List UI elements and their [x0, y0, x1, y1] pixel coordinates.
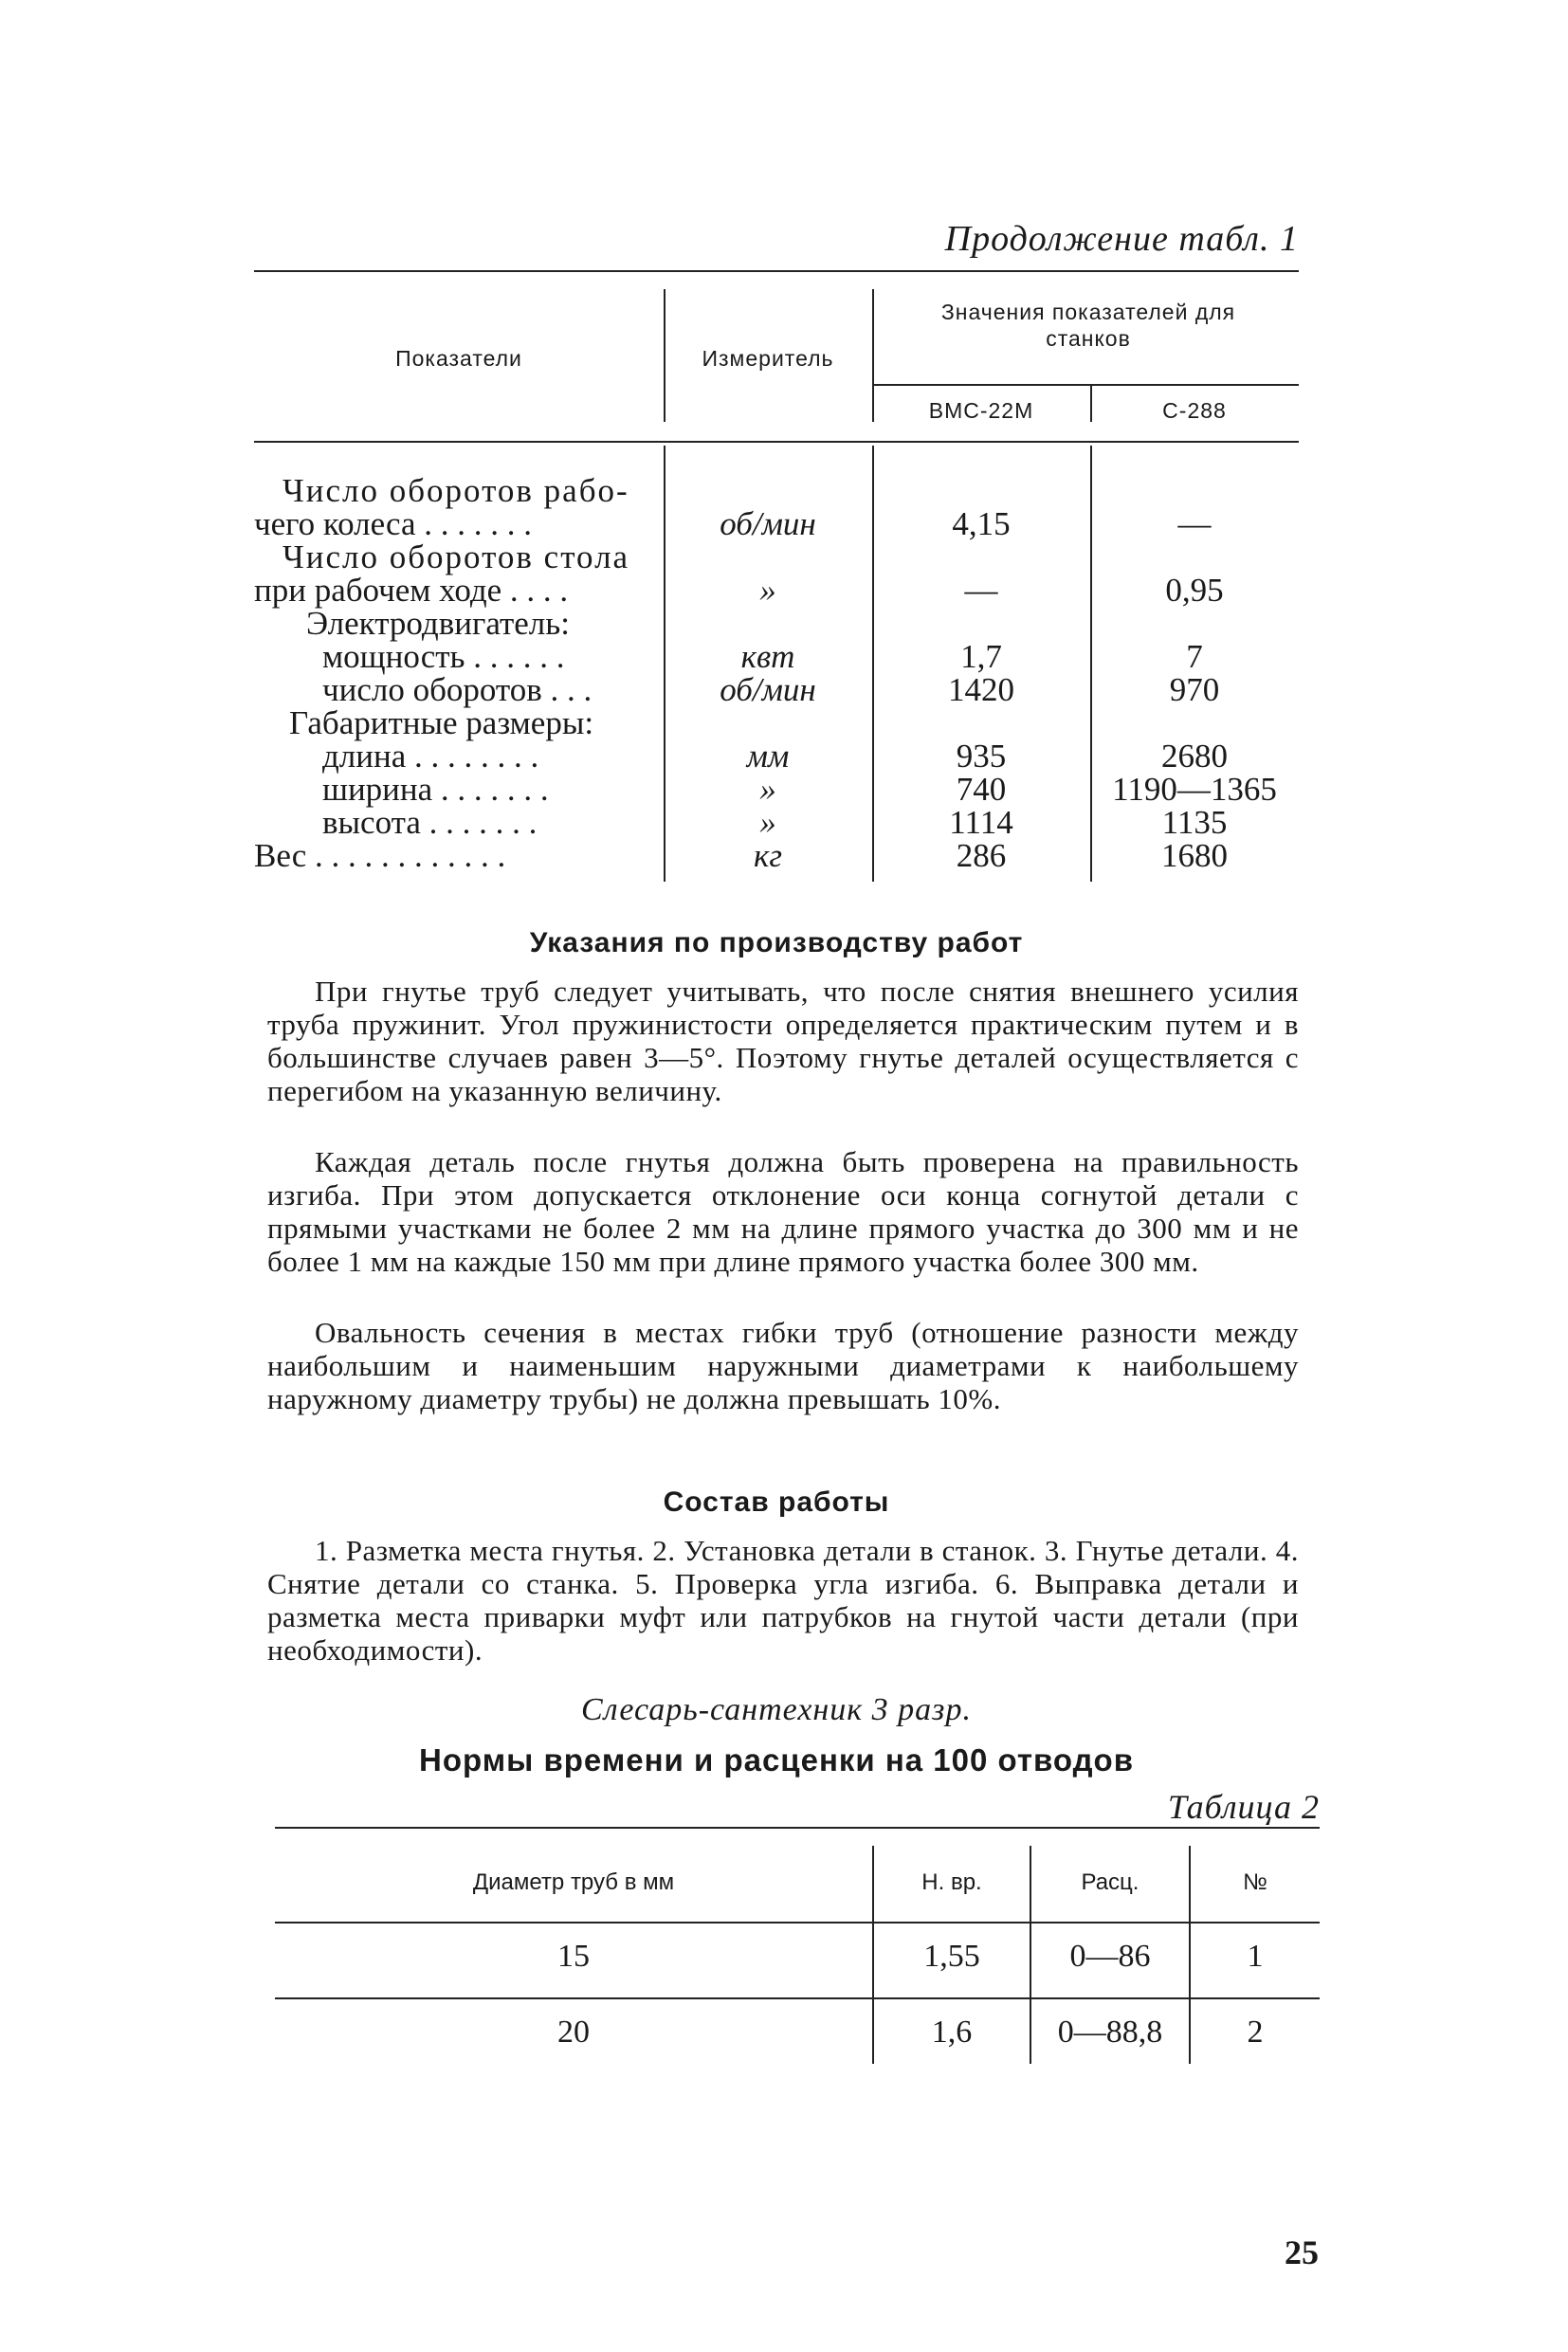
work-content-title: Состав работы: [663, 1486, 890, 1518]
row-label: Вес . . . . . . . . . . . .: [254, 837, 506, 874]
instructions-paragraph: Каждая деталь после гнутья должна быть проверена на правильность изгиба. При этом допускается отклонение оси конца согнутой детали с прямыми участками не более 2 мм на длине прямого участка до 300 мм и не более 1 мм на каждые 150 мм при длине прямого участка более 300 мм.: [267, 1145, 1299, 1278]
row-value-machine-2: 2680: [1161, 738, 1228, 775]
row-value-machine-2: 970: [1169, 671, 1220, 708]
row-label: число оборотов . . .: [322, 671, 593, 708]
row-label: при рабочем ходе . . . .: [254, 572, 569, 609]
table-row: [254, 806, 1299, 839]
row-value-machine-2: 1190—1365: [1112, 771, 1277, 808]
header-rate: Расц.: [1081, 1869, 1140, 1895]
row-unit: кг: [753, 837, 783, 874]
header-time-norm: Н. вр.: [921, 1869, 982, 1895]
row-value-machine-1: 1114: [949, 804, 1013, 841]
table-row: [254, 640, 1299, 673]
header-indicator: Показатели: [395, 346, 522, 371]
cell-diameter: 15: [557, 1939, 590, 1974]
table-rule: [254, 270, 1299, 272]
header-machine-2: С-288: [1162, 398, 1227, 423]
table-row: [254, 607, 1299, 640]
cell-number: 2: [1247, 2015, 1264, 2050]
cell-number: 1: [1247, 1939, 1264, 1974]
instructions-title: Указания по производству работ: [529, 927, 1024, 958]
table-row: [254, 673, 1299, 706]
work-content-text: 1. Разметка места гнутья. 2. Установка детали в станок. 3. Гнутье детали. 4. Снятие детали со станка. 5. Проверка угла изгиба. 6. Выправка детали и разметка места приварки муфт или патрубков на гнутой части детали (при необходимости).: [267, 1534, 1299, 1667]
row-label: ширина . . . . . . .: [322, 771, 549, 808]
table-rule: [275, 1827, 1320, 1829]
table-row: [254, 574, 1299, 607]
table-row: [254, 474, 1299, 507]
worker-grade: Слесарь-сантехник 3 разр.: [581, 1692, 972, 1727]
row-value-machine-1: —: [964, 572, 998, 609]
row-unit: об/мин: [720, 505, 816, 542]
norms-table: [275, 1827, 1320, 2073]
table2-caption: Таблица 2: [1167, 1788, 1320, 1826]
header-number: №: [1243, 1869, 1267, 1895]
table-row: [254, 839, 1299, 872]
table-rule: [275, 1922, 1320, 1924]
row-value-machine-2: 1680: [1161, 837, 1228, 874]
cell-time-norm: 1,55: [923, 1939, 980, 1974]
table-row: [254, 540, 1299, 574]
table-row: [254, 739, 1299, 773]
table-rule: [872, 384, 1299, 386]
table-row: [254, 507, 1299, 540]
row-unit: об/мин: [720, 671, 816, 708]
header-machine-1: ВМС-22М: [928, 398, 1034, 423]
row-value-machine-2: 1135: [1161, 804, 1228, 841]
header-values-group: Значения показателей для станков: [940, 300, 1236, 351]
specs-table: [254, 270, 1299, 901]
table-rule: [275, 1997, 1320, 1999]
row-label: длина . . . . . . . .: [322, 738, 539, 775]
instructions-paragraph: Овальность сечения в местах гибки труб (отношение разности между наибольшим и наименьшим наружными диаметрами к наибольшему наружному диаметру трубы) не должна превышать 10%.: [267, 1316, 1299, 1415]
row-value-machine-2: 7: [1186, 638, 1203, 675]
row-value-machine-1: 935: [956, 738, 1007, 775]
row-value-machine-1: 1420: [948, 671, 1014, 708]
page-number: 25: [1285, 2233, 1319, 2271]
row-unit: квт: [740, 638, 795, 675]
row-label: мощность . . . . . .: [322, 638, 565, 675]
row-label: чего колеса . . . . . . .: [254, 505, 533, 542]
table2-title: Нормы времени и расценки на 100 отводов: [419, 1742, 1134, 1778]
row-value-machine-1: 4,15: [952, 505, 1011, 542]
cell-rate: 0—88,8: [1057, 2015, 1163, 2050]
row-label: Число оборотов рабо-: [283, 472, 629, 509]
header-diameter: Диаметр труб в мм: [472, 1869, 675, 1895]
row-value-machine-2: —: [1177, 505, 1212, 542]
row-unit: »: [759, 572, 776, 609]
row-unit: »: [759, 804, 776, 841]
row-label: Электродвигатель:: [306, 605, 570, 642]
row-value-machine-2: 0,95: [1165, 572, 1224, 609]
table-rule: [254, 441, 1299, 443]
cell-time-norm: 1,6: [931, 2015, 973, 2050]
cell-rate: 0—86: [1069, 1939, 1151, 1974]
table-row: [254, 706, 1299, 739]
table-row: [254, 773, 1299, 806]
continuation-caption: Продолжение табл. 1: [944, 219, 1299, 259]
row-value-machine-1: 740: [956, 771, 1007, 808]
cell-diameter: 20: [557, 2015, 590, 2050]
row-value-machine-1: 1,7: [960, 638, 1002, 675]
row-label: высота . . . . . . .: [322, 804, 538, 841]
instructions-paragraph: При гнутье труб следует учитывать, что после снятия внешнего усилия труба пружинит. Угол пружинистости определяется практическим путем и в большинстве случаев равен 3—5°. Поэтому гнутье деталей осуществляется с перегибом на указанную величину.: [267, 975, 1299, 1107]
row-unit: мм: [746, 738, 790, 775]
row-label: Число оборотов стола: [283, 538, 630, 575]
row-label: Габаритные размеры:: [289, 704, 594, 741]
row-value-machine-1: 286: [956, 837, 1007, 874]
header-unit: Измеритель: [702, 346, 834, 371]
row-unit: »: [759, 771, 776, 808]
